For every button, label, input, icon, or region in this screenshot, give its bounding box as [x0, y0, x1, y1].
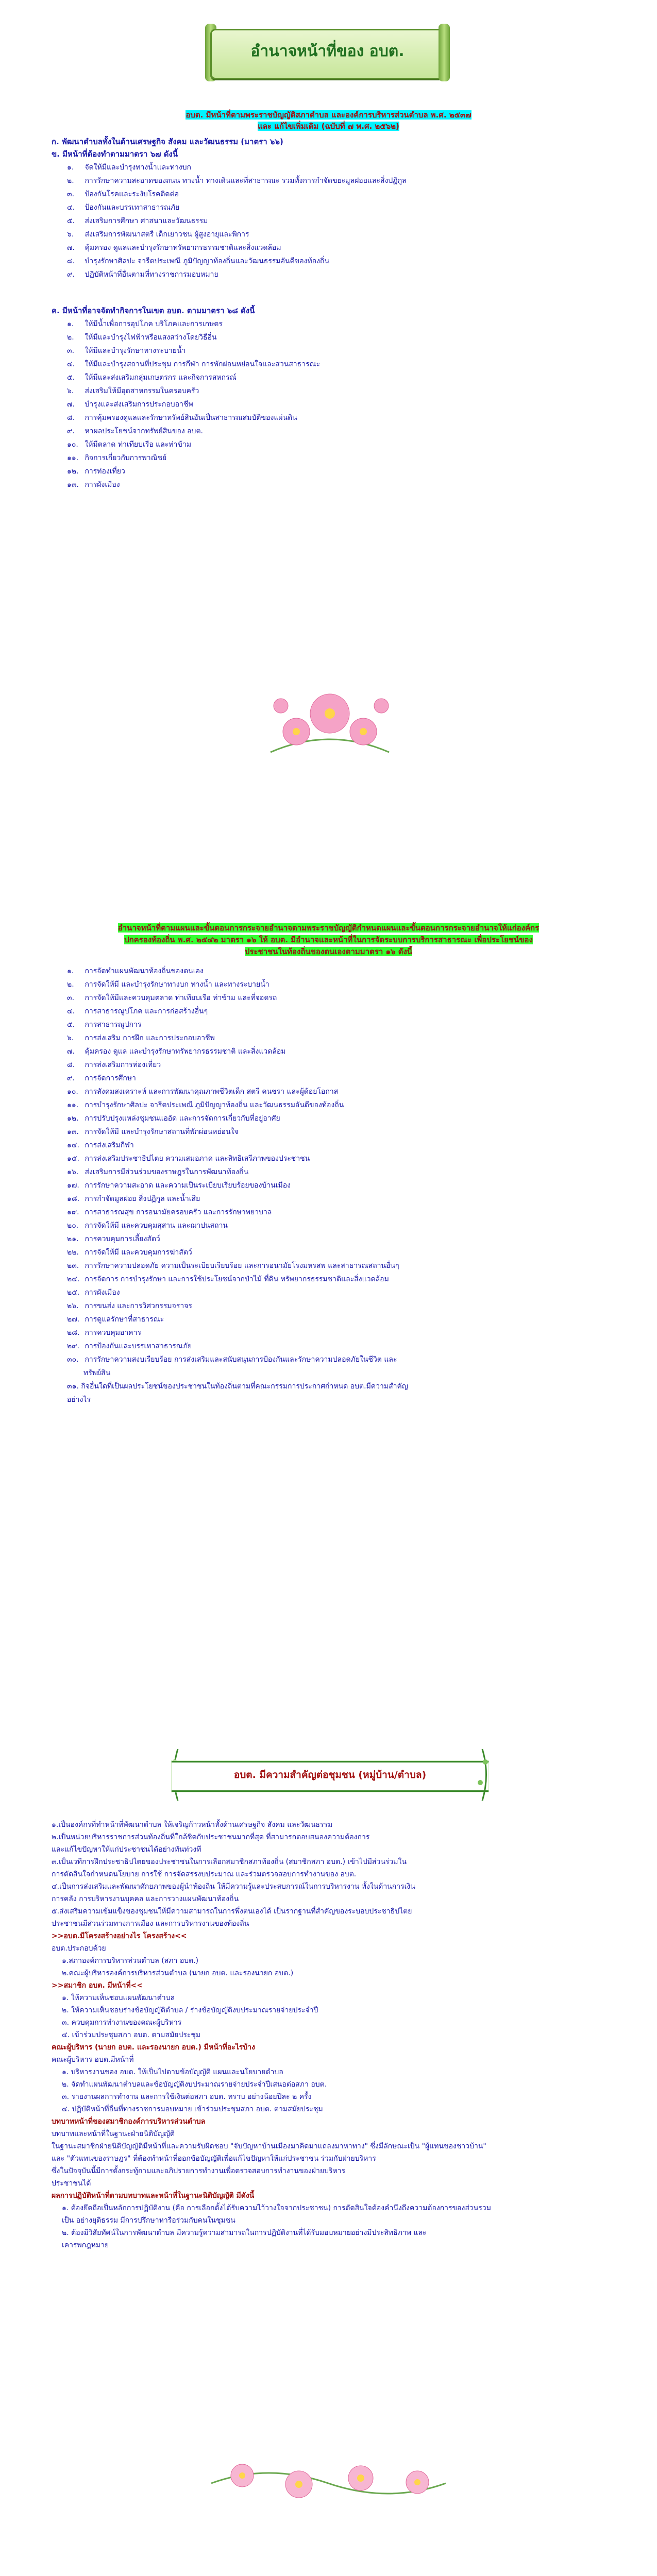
section-d-item-number: ๒๑. [67, 1235, 79, 1243]
section-d-item [67, 1085, 598, 1098]
section-d-item-text: การจัดให้มี และบำรุงรักษาสถานที่พักผ่อนหย่อนใจ [82, 1128, 239, 1136]
section-c-item-number: ๔. [67, 360, 75, 368]
section-a-item-number: ๑. [67, 163, 74, 172]
section-a-item-text: ส่งเสริมการศึกษา ศาสนาและวัฒนธรรม [82, 217, 208, 225]
importance-p1: ๑.เป็นองค์กรที่ทำหน้าที่พัฒนาตำบล ให้เจริญก้าวหน้าทั้งด้านเศรษฐกิจ สังคม และวัฒนธรรม [52, 1821, 333, 1829]
executive-item: ๒. จัดทำแผนพัฒนาตำบลและข้อบัญญัติงบประมาณรายจ่ายประจำปีเสนอต่อสภา อบต. [62, 2080, 327, 2089]
council-item: ๔. เข้าร่วมประชุมสภา อบต. ตามสมัยประชุม [62, 2031, 201, 2039]
section-d-item-text: การรักษาความปลอดภัย ความเป็นระเบียบเรียบร้อย และการอนามัยโรงมหรสพ และสาธารณสถานอื่นๆ [82, 1262, 399, 1270]
section-d-item [67, 1139, 598, 1152]
section-c-item [67, 425, 598, 438]
roles-line-2: ในฐานะสมาชิกฝ่ายนิติบัญญัติมีหน้าที่และความรับผิดชอบ "จับปัญหาบ้านเมืองมาคิดมาแถลงมาหาทาง" ซึ่งมีลักษณะเป็น "ผู้แทนของชาวบ้าน" [52, 2142, 486, 2150]
section-c-item-number: ๑. [67, 320, 74, 328]
section-a-item [67, 228, 598, 241]
section-d-item-number: ๒. [67, 980, 74, 989]
structure-line-2: ๑.สภาองค์การบริหารส่วนตำบล (สภา อบต.) [62, 1957, 199, 1965]
duty-line-1: ๑. ต้องยึดถือเป็นหลักการปฏิบัติงาน (คือ การเลือกตั้งได้รับความไว้วางใจจากประชาชน) การตัดสินใจต้องคำนึงถึงความต้องการของส่วนรวม [62, 2204, 491, 2212]
section-c-item-text: กิจการเกี่ยวกับการพาณิชย์ [82, 454, 167, 462]
section-c-item-text: การคุ้มครองดูแลและรักษาทรัพย์สินอันเป็นสาธารณสมบัติของแผ่นดิน [82, 414, 297, 422]
executive-list [52, 2066, 605, 2115]
executive-item: ๓. รายงานผลการทำงาน และการใช้เงินต่อสภา อบต. ทราบ อย่างน้อยปีละ ๒ ครั้ง [62, 2093, 312, 2101]
section-c-item-number: ๓. [67, 347, 75, 355]
section-c-item-text: ให้มีและบำรุงรักษาทางระบายน้ำ [82, 347, 186, 355]
section-d-item-number: ๒๙. [67, 1342, 79, 1350]
section-a-item [67, 214, 598, 228]
section-d-item-text: การจัดการ การบำรุงรักษา และการใช้ประโยชน์จากป่าไม้ ที่ดิน ทรัพยากรธรรมชาติและสิ่งแวดล้อม [82, 1275, 389, 1283]
section-c-item-number: ๘. [67, 414, 75, 422]
council-item: ๓. ควบคุมการทำงานของคณะผู้บริหาร [62, 2019, 182, 2027]
importance-p5-line-1: ๕.ส่งเสริมความเข้มแข็งของชุมชนให้มีความสามารถในการพึ่งตนเองได้ เป็นรากฐานที่สำคัญของระบอบประชาธิปไตย [52, 1907, 412, 1916]
importance-banner [172, 1747, 488, 1803]
section-d-item-text: การรักษาความสะอาด และความเป็นระเบียบเรียบร้อยของบ้านเมือง [82, 1181, 291, 1190]
section-a-item-text: บำรุงรักษาศิลปะ จารีตประเพณี ภูมิปัญญาท้องถิ่นและวัฒนธรรมอันดีของท้องถิ่น [82, 257, 330, 265]
section-d-item [67, 1192, 598, 1206]
importance-p4-line-2: การคลัง การบริหารงานบุคคล และการวางแผนพัฒนาท้องถิ่น [52, 1895, 239, 1903]
section-d-item-number: ๑๕. [67, 1155, 79, 1163]
section-d-item [67, 1112, 598, 1125]
duty-line-3: ๒. ต้องมีวิสัยทัศน์ในการพัฒนาตำบล มีความรู้ความสามารถในการปฏิบัติงานที่ได้รับมอบหมายอย่างมีประสิทธิภาพ และ [62, 2229, 427, 2237]
section-d-item [67, 1031, 598, 1045]
section-d-item-number: ๓๐. [67, 1355, 79, 1364]
section-d-item31-line-2: อย่างไร [67, 1396, 91, 1404]
section-d-item-text: การสาธารณูปโภค และการก่อสร้างอื่นๆ [82, 1007, 208, 1015]
roles-line-3: และ "ตัวแทนของราษฎร" ที่ต้องทำหน้าที่ออกข้อบัญญัติเพื่อแก้ไขปัญหาให้แก่ประชาชน ร่วมกับฝ่ายบริหาร [52, 2155, 376, 2163]
section-d-item [67, 1005, 598, 1018]
importance-p2-line-2: และแก้ไขปัญหาให้แก่ประชาชนได้อย่างทันท่วงที [52, 1845, 201, 1854]
section-a-item [67, 268, 598, 281]
section-d-item-number: ๒๖. [67, 1302, 79, 1310]
section-d-item-text: การจัดให้มี และควบคุมสุสาน และฌาปนสถาน [82, 1222, 228, 1230]
importance-p3-line-2: การตัดสินใจกำหนดนโยบาย การใช้ การจัดสรรงบประมาณ และร่วมตรวจสอบการทำงานของ อบต. [52, 1870, 357, 1878]
section-d-item-text: การควบคุมอาคาร [82, 1329, 142, 1337]
section-d-item [67, 1246, 598, 1259]
section-a-item-text: คุ้มครอง ดูแลและบำรุงรักษาทรัพยากรธรรมชาติและสิ่งแวดล้อม [82, 244, 281, 252]
section-c-item [67, 438, 598, 451]
section-d [52, 964, 598, 1406]
section-a-item [67, 201, 598, 214]
section-d-item-number: ๒๗. [67, 1315, 80, 1324]
section-c-item-text: ให้มีและส่งเสริมกลุ่มเกษตรกร และกิจการสหกรณ์ [82, 374, 237, 382]
section-d-item [67, 991, 598, 1005]
section-d-item [67, 1152, 598, 1165]
section-c-item-number: ๑๒. [67, 467, 79, 476]
section-c-item-number: ๗. [67, 400, 75, 409]
section-c [52, 304, 598, 492]
intro-line-1: อบต. มีหน้าที่ตามพระราชบัญญัติสภาตำบล และองค์การบริหารส่วนตำบล พ.ศ. ๒๕๓๗ [186, 110, 471, 120]
intro [0, 109, 657, 132]
section-d-item-text: การจัดทำแผนพัฒนาท้องถิ่นของตนเอง [82, 967, 204, 975]
importance-p5-line-2: ประชาชนมีส่วนร่วมทางการเมือง และการบริหารงานของท้องถิ่น [52, 1920, 249, 1928]
section-a-item-number: ๔. [67, 204, 75, 212]
section-d-heading-line-1: อำนาจหน้าที่ตามแผนและขั้นตอนการกระจายอำนาจตามพระราชบัญญัติกำหนดแผนและขั้นตอนการกระจายอำนาจให้แก่องค์กร [117, 923, 540, 933]
section-a-item-text: ป้องกันและบรรเทาสาธารณภัย [82, 204, 180, 212]
section-a-item-number: ๒. [67, 177, 74, 185]
section-c-item-text: ให้มีและบำรุงไฟฟ้าหรือแสงสว่างโดยวิธีอื่น [82, 333, 217, 342]
section-d-item-number: ๘. [67, 1061, 75, 1069]
section-d-item [67, 1219, 598, 1232]
section-c-item-text: การท่องเที่ยว [82, 467, 125, 476]
section-c-item-number: ๑๓. [67, 481, 79, 489]
section-d-item-text: การรักษาความสงบเรียบร้อย การส่งเสริมและสนับสนุนการป้องกันและรักษาความปลอดภัยในชีวิต และ [82, 1355, 397, 1364]
importance-section [52, 1819, 605, 2251]
section-c-item [67, 344, 598, 358]
section-c-item [67, 371, 598, 384]
section-d-heading-line-3: ประชาชนในท้องถิ่นของตนเองตามมาตรา ๑๖ ดังนี้ [244, 947, 413, 956]
section-d-item-number: ๒๔. [67, 1275, 80, 1283]
section-d-item [67, 1098, 598, 1112]
section-d-item-text: การดูแลรักษาที่สาธารณะ [82, 1315, 164, 1324]
section-d-item-number: ๒๘. [67, 1329, 80, 1337]
importance-p3-line-1: ๓.เป็นเวทีการฝึกประชาธิปไตยของประชาชนในการเลือกสมาชิกสภาท้องถิ่น (สมาชิกสภา อบต.) เข้าไปมีส่วนร่วมใน [52, 1858, 407, 1866]
section-d-item-number: ๑๗. [67, 1181, 79, 1190]
section-d-item-number: ๕. [67, 1021, 75, 1029]
duty-line-4: เคารพกฎหมาย [62, 2241, 109, 2249]
section-a-item [67, 188, 598, 201]
section-a-item-text: จัดให้มีและบำรุงทางน้ำและทางบก [82, 163, 192, 172]
section-d-item [67, 1058, 598, 1072]
section-d-item-text: การสังคมสงเคราะห์ และการพัฒนาคุณภาพชีวิตเด็ก สตรี คนชรา และผู้ด้อยโอกาส [82, 1088, 339, 1096]
section-d-item-number: ๒๒. [67, 1248, 79, 1257]
section-a-item-number: ๖. [67, 230, 74, 239]
section-d-item-number: ๔. [67, 1007, 75, 1015]
section-d-item-number: ๑๙. [67, 1208, 79, 1216]
intro-line-2: และ แก้ไขเพิ่มเติม (ฉบับที่ ๗ พ.ศ. ๒๕๖๒) [258, 122, 399, 131]
duty-line-2: เป็น อย่างยุติธรรม มีการปรึกษาหารือร่วมกับคนในชุมชน [62, 2216, 235, 2225]
section-d-item31-line-1: ๓๑. กิจอื่นใดที่เป็นผลประโยชน์ของประชาชนในท้องถิ่นตามที่คณะกรรมการประกาศกำหนด อบต.มีความสำคัญ [67, 1382, 408, 1391]
section-d-item [67, 1125, 598, 1139]
section-d-list [52, 964, 598, 1366]
duty-heading: ผลการปฏิบัติหน้าที่ตามบทบาทและหน้าที่ในฐานะนิติบัญญัติ มีดังนี้ [52, 2192, 255, 2200]
section-a [52, 135, 598, 281]
section-d-item-text: การบำรุงรักษาศิลปะ จารีตประเพณี ภูมิปัญญาท้องถิ่น และวัฒนธรรมอันดีของท้องถิ่น [82, 1101, 344, 1109]
structure-heading: >>อบต.มีโครงสร้างอย่างไร โครงสร้าง<< [52, 1932, 187, 1940]
section-d-item [67, 1340, 598, 1353]
section-d-item-number: ๙. [67, 1074, 75, 1082]
section-d-item [67, 1326, 598, 1340]
section-d-item-text: การส่งเสริม การฝึก และการประกอบอาชีพ [82, 1034, 215, 1042]
flower-decoration-1 [260, 675, 399, 762]
section-c-item [67, 398, 598, 411]
section-d-item-number: ๖. [67, 1034, 74, 1042]
section-a-list [52, 161, 598, 281]
section-c-item-text: ให้มีตลาด ท่าเทียบเรือ และท่าข้าม [82, 440, 192, 449]
section-d-item-text: การสาธารณูปการ [82, 1021, 142, 1029]
section-c-item-text: ส่งเสริมให้มีอุตสาหกรรมในครอบครัว [82, 387, 199, 395]
flower-decoration-2 [206, 2452, 451, 2509]
section-d-heading-line-2: ปกครองท้องถิ่น พ.ศ. ๒๕๔๒ มาตรา ๑๖ ให้ อบต. มีอำนาจและหน้าที่ในการจัดระบบการบริการสาธารณะ เพื่อประโยชน์ของ [124, 935, 533, 944]
section-d-item-text: การสาธารณสุข การอนามัยครอบครัว และการรักษาพยาบาล [82, 1208, 272, 1216]
section-d-item-number: ๑๘. [67, 1195, 80, 1203]
section-d-item-number: ๑๒. [67, 1114, 79, 1123]
section-c-item [67, 478, 598, 492]
section-d-item [67, 964, 598, 978]
section-d-item-number: ๗. [67, 1047, 75, 1056]
section-d-item-number: ๑๔. [67, 1141, 79, 1149]
section-c-item-number: ๖. [67, 387, 74, 395]
banner-title: อำนาจหน้าที่ของ อบต. [250, 42, 405, 60]
executive-item: ๔. ปฏิบัติหน้าที่อื่นที่ทางราชการมอบหมาย เข้าร่วมประชุมสภา อบต. ตามสมัยประชุม [62, 2105, 323, 2113]
section-d-item-number: ๑๓. [67, 1128, 79, 1136]
roles-heading: บทบาทหน้าที่ของสมาชิกองค์การบริหารส่วนตำบล [52, 2117, 206, 2126]
section-d-item-text: การส่งเสริมการท่องเที่ยว [82, 1061, 161, 1069]
executive-subheading: คณะผู้บริหาร อบต.มีหน้าที่ [52, 2056, 134, 2064]
section-c-item [67, 451, 598, 465]
section-d-item-text: ส่งเสริมการมีส่วนร่วมของราษฎรในการพัฒนาท้องถิ่น [82, 1168, 249, 1176]
section-d-item-number: ๑๐. [67, 1088, 78, 1096]
section-c-item-number: ๙. [67, 427, 75, 435]
section-d-item [67, 1313, 598, 1326]
importance-p2-line-1: ๒.เป็นหน่วยบริหารราชการส่วนท้องถิ่นที่ใกล้ชิดกับประชาชนมากที่สุด ที่สามารถตอบสนองความต้องการ [52, 1833, 370, 1841]
section-d-heading [36, 922, 621, 958]
title-banner [210, 14, 445, 97]
section-d-item-text: การควบคุมการเลี้ยงสัตว์ [82, 1235, 160, 1243]
section-d-item [67, 1273, 598, 1286]
section-a-item-text: ส่งเสริมการพัฒนาสตรี เด็กเยาวชน ผู้สูงอายุและพิการ [82, 230, 249, 239]
section-c-item-number: ๕. [67, 374, 75, 382]
section-c-item-text: หาผลประโยชน์จากทรัพย์สินของ อบต. [82, 427, 203, 435]
section-a-item-text: ปฏิบัติหน้าที่อื่นตามที่ทางราชการมอบหมาย [82, 270, 218, 279]
section-d-item-number: ๒๓. [67, 1262, 79, 1270]
section-d-item-text: การกำจัดมูลฝอย สิ่งปฏิกูล และน้ำเสีย [82, 1195, 200, 1203]
section-d-item [67, 1045, 598, 1058]
importance-banner-title: อบต. มีความสำคัญต่อชุมชน (หมู่บ้าน/ตำบล) [233, 1769, 427, 1781]
section-c-item-text: ให้มีและบำรุงสถานที่ประชุม การกีฬา การพักผ่อนหย่อนใจและสวนสาธารณะ [82, 360, 321, 368]
section-d-item-text: การป้องกันและบรรเทาสาธารณภัย [82, 1342, 192, 1350]
section-a-item [67, 174, 598, 188]
section-c-item-number: ๑๐. [67, 440, 78, 449]
section-c-title: ค. มีหน้าที่อาจจัดทำกิจการในเขต อบต. ตามมาตรา ๖๘ ดังนี้ [52, 306, 255, 315]
section-c-item-number: ๑๑. [67, 454, 79, 462]
section-d-item-number: ๒๐. [67, 1222, 79, 1230]
section-a-title: ก. พัฒนาตำบลทั้งในด้านเศรษฐกิจ สังคม และวัฒนธรรม (มาตรา ๖๖) [52, 137, 283, 146]
section-d-item-text: คุ้มครอง ดูแล และบำรุงรักษาทรัพยากรธรรมชาติ และสิ่งแวดล้อม [82, 1047, 286, 1056]
section-d-item-number: ๑๖. [67, 1168, 79, 1176]
section-a-item [67, 255, 598, 268]
section-d-item [67, 1018, 598, 1031]
section-d-item [67, 1286, 598, 1299]
structure-line-3: ๒.คณะผู้บริหารองค์การบริหารส่วนตำบล (นายก อบต. และรองนายก อบต.) [62, 1969, 294, 1977]
council-item: ๒. ให้ความเห็นชอบร่างข้อบัญญัติตำบล / ร่างข้อบัญญัติงบประมาณรายจ่ายประจำปี [62, 2006, 318, 2014]
section-d-item30-cont: ทรัพย์สิน [83, 1369, 111, 1377]
executive-item: ๑. บริหารงานของ อบต. ให้เป็นไปตามข้อบัญญัติ แผนและนโยบายตำบล [62, 2068, 283, 2076]
section-a-item-number: ๓. [67, 190, 75, 198]
section-c-item [67, 411, 598, 425]
section-d-item-text: การจัดให้มี และบำรุงรักษาทางบก ทางน้ำ และทางระบายน้ำ [82, 980, 269, 989]
section-d-item-text: การส่งเสริมกีฬา [82, 1141, 134, 1149]
section-c-item [67, 384, 598, 398]
section-a-subtitle: ข. มีหน้าที่ต้องทำตามมาตรา ๖๗ ดังนี้ [52, 149, 178, 159]
roles-line-5: ประชาชนได้ [52, 2179, 91, 2188]
section-d-item [67, 1353, 598, 1366]
section-d-item [67, 1072, 598, 1085]
section-d-item [67, 1259, 598, 1273]
section-a-item [67, 241, 598, 255]
section-c-item-text: การผังเมือง [82, 481, 120, 489]
section-d-item-text: การจัดให้มี และควบคุมการฆ่าสัตว์ [82, 1248, 192, 1257]
section-d-item-number: ๒๕. [67, 1289, 80, 1297]
section-d-item [67, 978, 598, 991]
section-d-item-text: การจัดให้มีและควบคุมตลาด ท่าเทียบเรือ ท่าข้าม และที่จอดรถ [82, 994, 277, 1002]
roles-line-4: ซึ่งในปัจจุบันนี้มีการตั้งกระทู้ถามและอภิปรายการทำงานเพื่อตรวจสอบการทำงานของฝ่ายบริหาร [52, 2167, 346, 2175]
section-c-item-number: ๒. [67, 333, 74, 342]
section-a-item-text: การรักษาความสะอาดของถนน ทางน้ำ ทางเดินและที่สาธารณะ รวมทั้งการกำจัดขยะมูลฝอยและสิ่งปฏิกูล [82, 177, 407, 185]
section-a-item-number: ๘. [67, 257, 75, 265]
section-a-item [67, 161, 598, 174]
importance-p4-line-1: ๔.เป็นการส่งเสริมและพัฒนาศักยภาพของผู้นำท้องถิ่น ให้มีความรู้และประสบการณ์ในการบริหารงาน ทั้งในด้านการเงิน [52, 1883, 415, 1891]
section-c-item [67, 317, 598, 331]
section-c-item [67, 331, 598, 344]
section-c-item-text: ให้มีน้ำเพื่อการอุปโภค บริโภคและการเกษตร [82, 320, 223, 328]
section-d-item [67, 1206, 598, 1219]
section-a-item-text: ป้องกันโรคและระงับโรคติดต่อ [82, 190, 179, 198]
section-d-item-text: การจัดการศึกษา [82, 1074, 136, 1082]
section-d-item-text: การปรับปรุงแหล่งชุมชนแออัด และการจัดการเกี่ยวกับที่อยู่อาศัย [82, 1114, 280, 1123]
section-c-item [67, 465, 598, 478]
section-d-item [67, 1179, 598, 1192]
council-list [52, 1992, 605, 2041]
section-c-item [67, 358, 598, 371]
structure-line-1: อบต.ประกอบด้วย [52, 1944, 106, 1953]
roles-line-1: บทบาทและหน้าที่ในฐานะฝ่ายนิติบัญญัติ [52, 2130, 175, 2138]
section-d-item-number: ๑. [67, 967, 74, 975]
section-c-item-text: บำรุงและส่งเสริมการประกอบอาชีพ [82, 400, 193, 409]
section-a-item-number: ๕. [67, 217, 75, 225]
section-d-item-number: ๓. [67, 994, 75, 1002]
section-a-item-number: ๙. [67, 270, 75, 279]
section-d-item [67, 1165, 598, 1179]
section-d-item-text: การส่งเสริมประชาธิปไตย ความเสมอภาค และสิทธิเสรีภาพของประชาชน [82, 1155, 310, 1163]
section-d-item [67, 1299, 598, 1313]
section-d-item-text: การผังเมือง [82, 1289, 120, 1297]
section-d-item [67, 1232, 598, 1246]
executive-heading: คณะผู้บริหาร (นายก อบต. และรองนายก อบต.) มีหน้าที่อะไรบ้าง [52, 2043, 255, 2052]
section-c-list [52, 317, 598, 492]
section-d-item-number: ๑๑. [67, 1101, 79, 1109]
section-a-item-number: ๗. [67, 244, 75, 252]
council-item: ๑. ให้ความเห็นชอบแผนพัฒนาตำบล [62, 1994, 175, 2002]
section-d-item-text: การขนส่ง และการวิศวกรรมจราจร [82, 1302, 192, 1310]
council-heading: >>สมาชิก อบต. มีหน้าที่<< [52, 1981, 143, 1990]
